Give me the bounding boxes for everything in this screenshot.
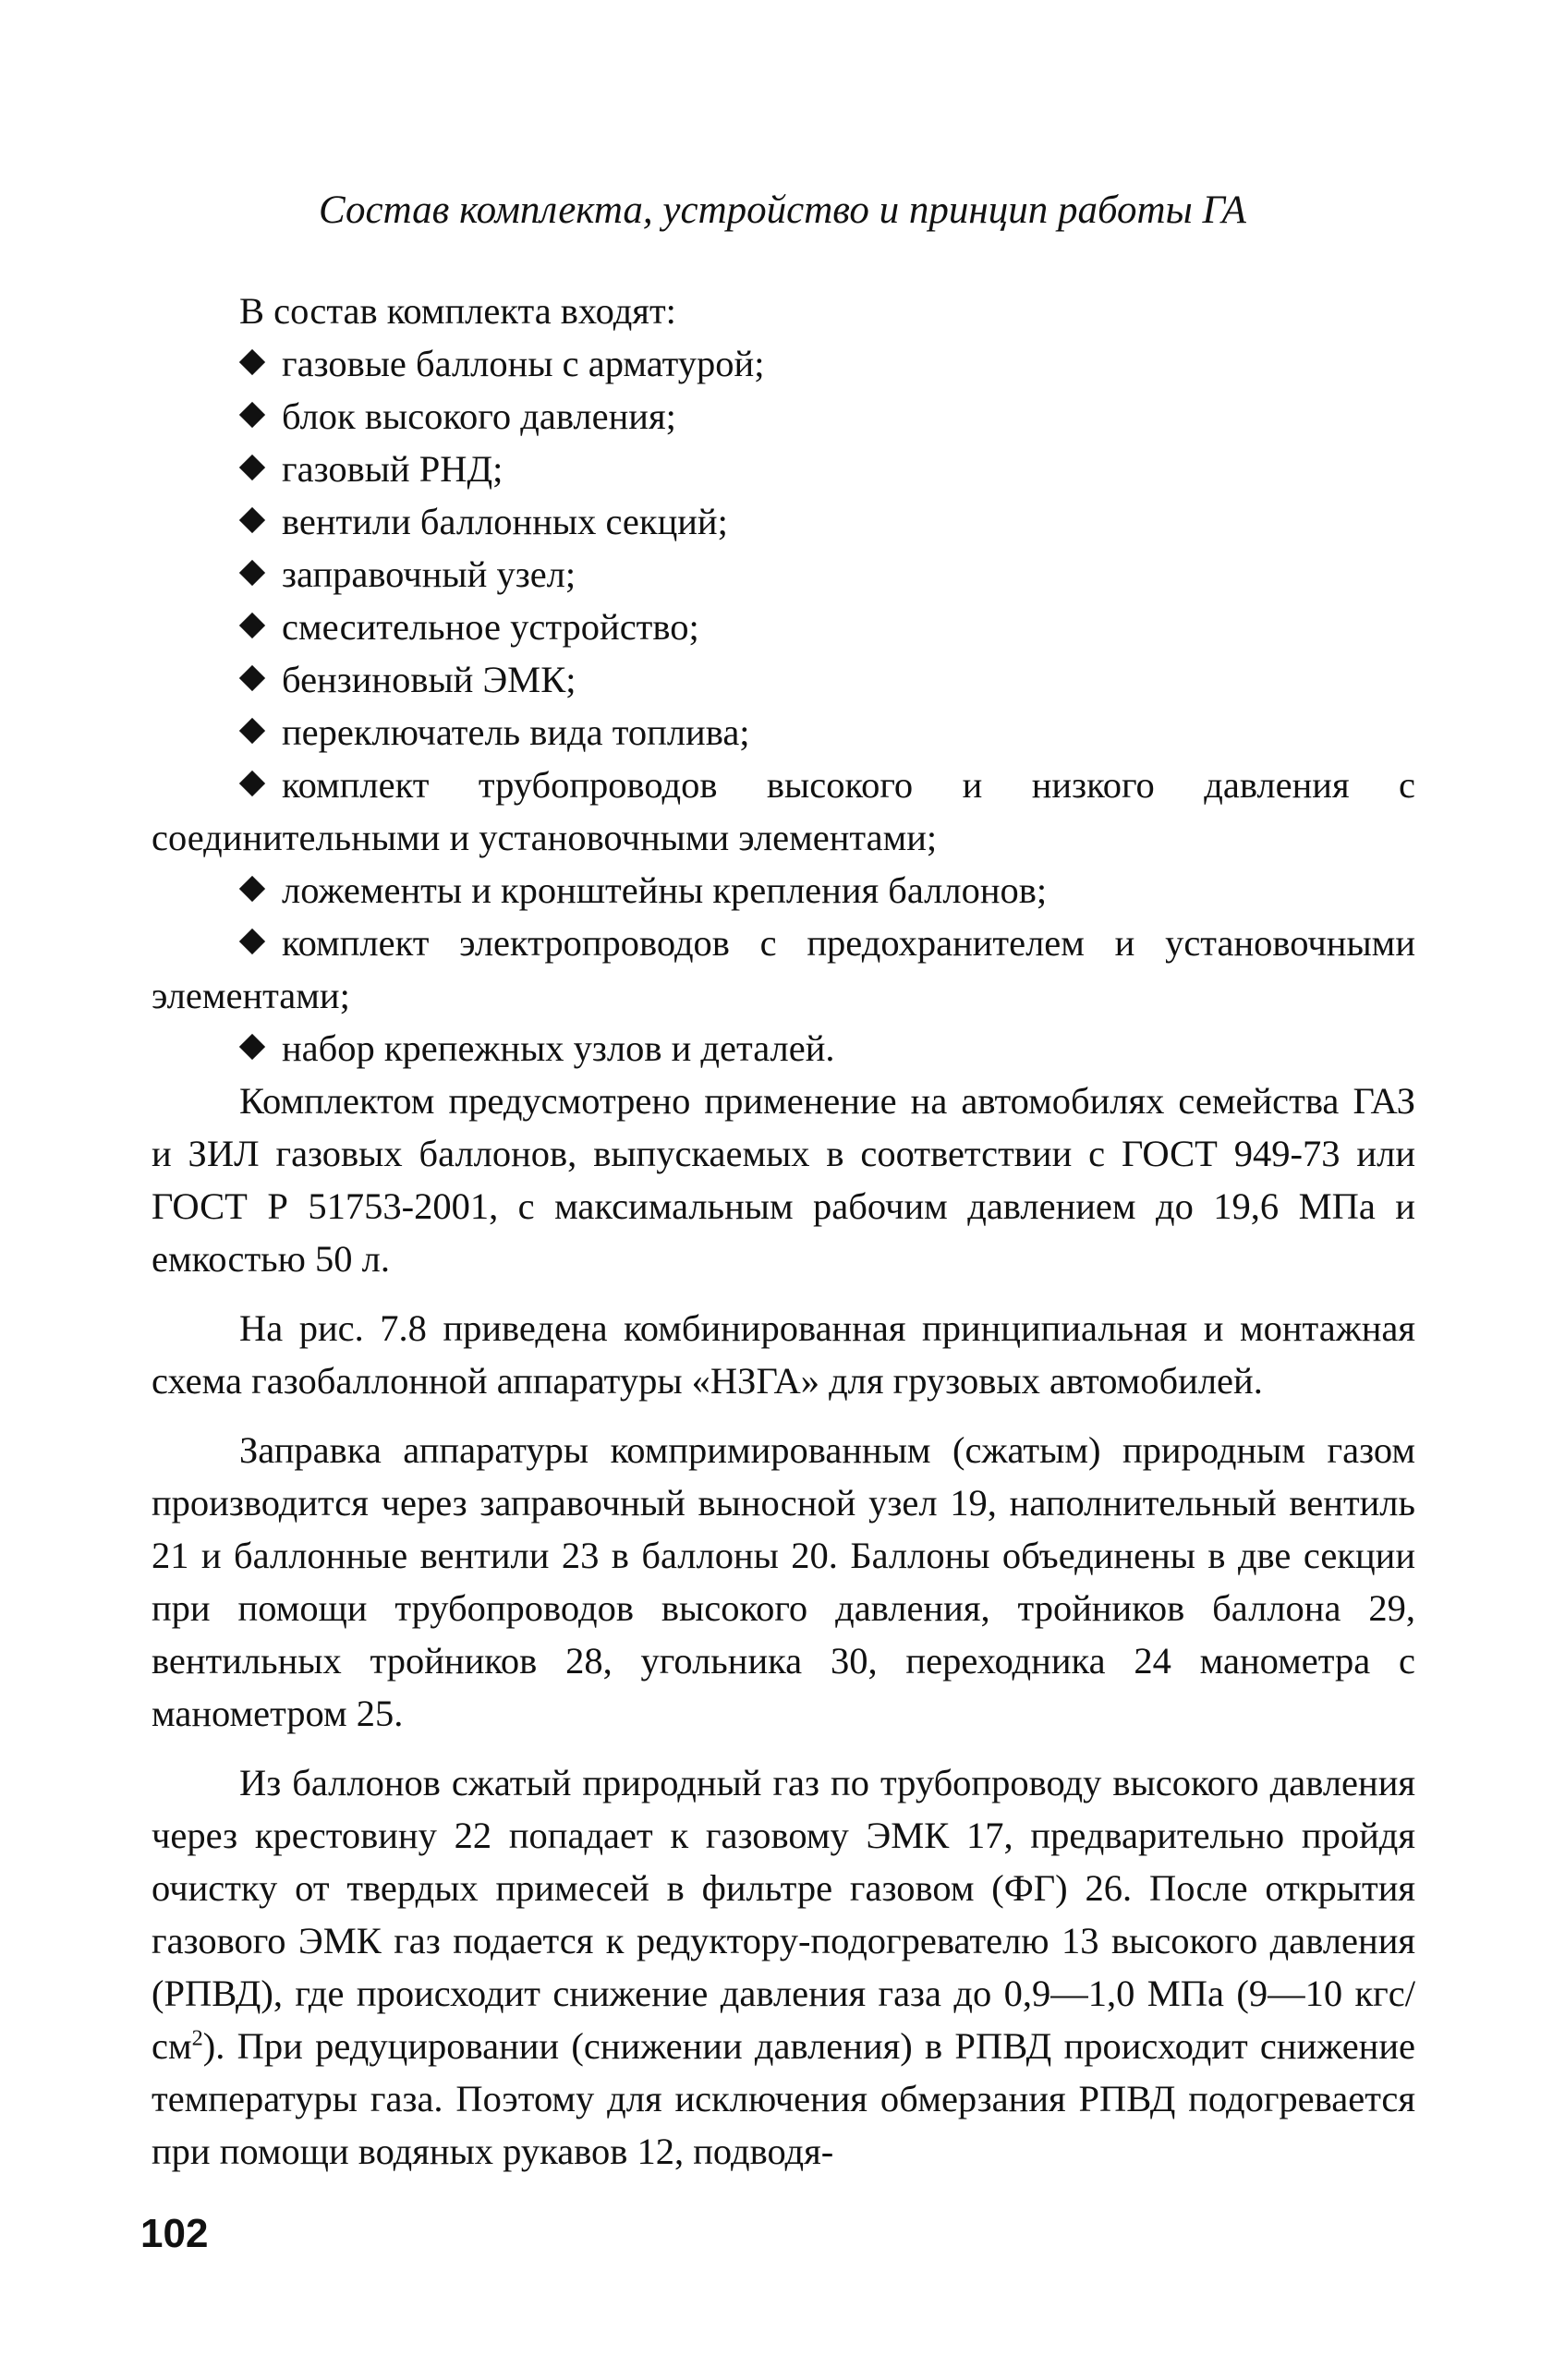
- list-item: газовые баллоны с арматурой;: [152, 337, 1415, 390]
- list-item: набор крепежных узлов и деталей.: [152, 1022, 1415, 1075]
- list-item: заправочный узел;: [152, 548, 1415, 601]
- paragraph: На рис. 7.8 приведена комбинированная принципиальная и монтажная схема газобаллонной аппаратуры «НЗГА» для грузовых автомобилей.: [152, 1307, 1415, 1402]
- superscript: 2: [191, 2025, 203, 2051]
- diamond-bullet-icon: [239, 876, 265, 902]
- list-intro: В состав комплекта входят:: [239, 290, 676, 332]
- list-item: бензиновый ЭМК;: [152, 653, 1415, 706]
- diamond-bullet-icon: [239, 560, 265, 586]
- list-item: комплект трубопроводов высокого и низкого давления с соединительными и установочными элементами;: [152, 764, 1415, 858]
- list-item: вентили баллонных секций;: [152, 495, 1415, 548]
- list-item: переключатель вида топлива;: [152, 706, 1415, 759]
- paragraph: Заправка аппаратуры компримированным (сжатым) природным газом производится через заправочный выносной узел 19, наполнительный вентиль 21 и баллонные вентили 23 в баллоны 20. Баллоны объединены в две секции при помощи трубопроводов высокого давления, тройников баллона 29, вентильных тройников 28, угольника 30, переходника 24 манометра с манометром 25.: [152, 1429, 1415, 1734]
- list-item: комплект электропроводов с предохранителем и установочными элементами;: [152, 922, 1415, 1016]
- diamond-bullet-icon: [239, 718, 265, 744]
- list-item: блок высокого давления;: [152, 390, 1415, 443]
- body-text: [152, 285, 1415, 2178]
- paragraph: Из баллонов сжатый природный газ по трубопроводу высокого давления через крестовину 22 попадает к газовому ЭМК 17, предварительно пройдя очистку от твердых примесей в фильтре газовом (ФГ) 26. После открытия газового ЭМК газ подается к редуктору-подогревателю 13 высокого давления (РПВД), где происходит снижение давления газа до 0,9—1,0 МПа (9—10 кгс/$см^2$). При редуцировании (снижении давления) в РПВД происходит снижение температуры газа. Поэтому для исключения обмерзания РПВД подогревается при помощи водяных рукавов 12, подводя-: [152, 1762, 1415, 2172]
- list-item: газовый РНД;: [152, 443, 1415, 495]
- paragraph: Комплектом предусмотрено применение на автомобилях семейства ГАЗ и ЗИЛ газовых баллонов, выпускаемых в соответствии с ГОСТ 949-73 или ГОСТ Р 51753-2001, с максимальным рабочим давлением до 19,6 МПа и емкостью 50 л.: [152, 1080, 1415, 1280]
- diamond-bullet-icon: [239, 349, 265, 375]
- diamond-bullet-icon: [239, 455, 265, 480]
- diamond-bullet-icon: [239, 929, 265, 954]
- diamond-bullet-icon: [239, 771, 265, 796]
- components-list: [152, 337, 1415, 1075]
- running-header: Состав комплекта, устройство и принцип работы ГА: [319, 188, 1246, 232]
- diamond-bullet-icon: [239, 665, 265, 691]
- diamond-bullet-icon: [239, 613, 265, 638]
- diamond-bullet-icon: [239, 1034, 265, 1060]
- page-number: 102: [140, 2211, 209, 2256]
- list-item: ложементы и кронштейны крепления баллонов;: [152, 864, 1415, 917]
- diamond-bullet-icon: [239, 402, 265, 428]
- diamond-bullet-icon: [239, 507, 265, 533]
- list-item: смесительное устройство;: [152, 601, 1415, 653]
